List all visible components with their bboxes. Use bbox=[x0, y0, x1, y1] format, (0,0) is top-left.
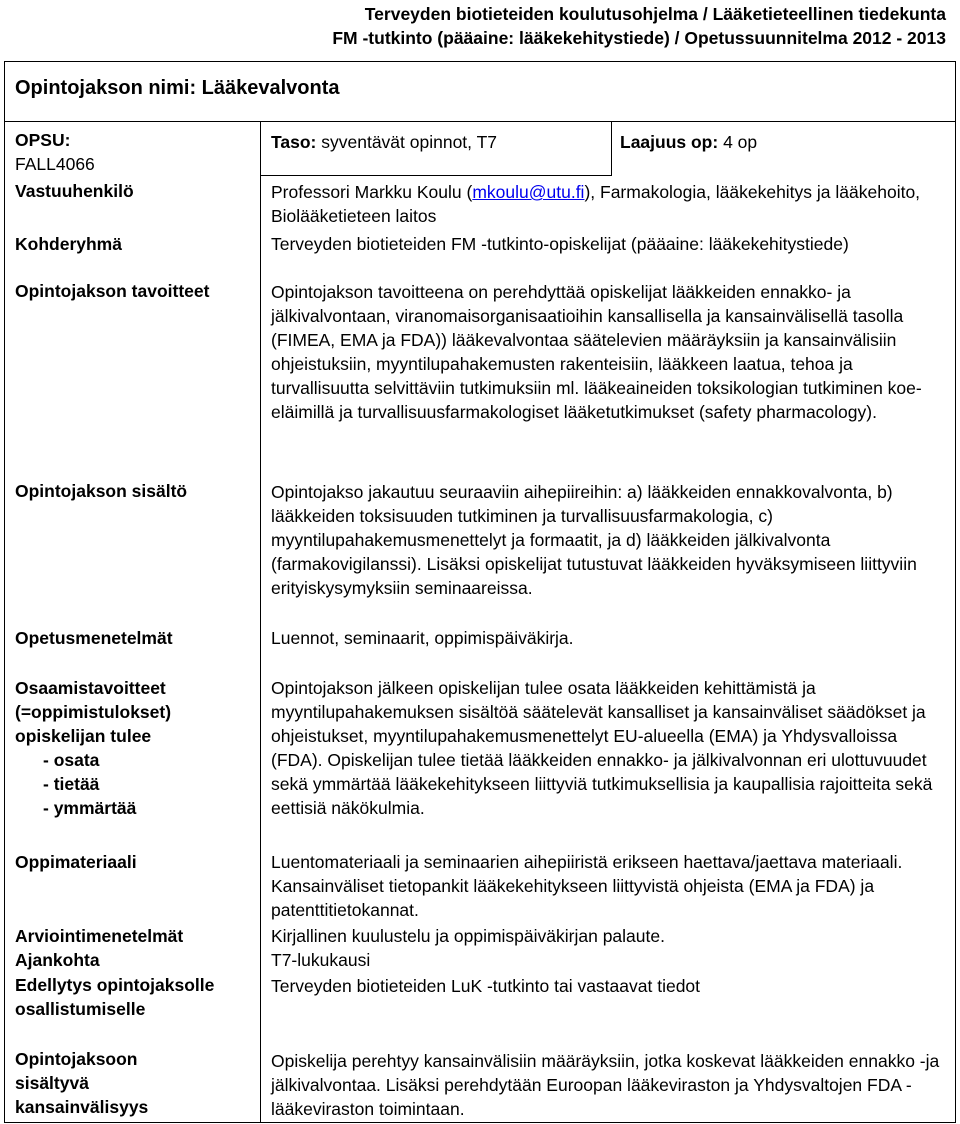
kv-label: Opintojaksoon sisältyvä kansainvälisyys bbox=[15, 1049, 149, 1117]
arviointi-label: Arviointimenetelmät bbox=[15, 926, 184, 946]
opsu-code: FALL4066 bbox=[15, 154, 95, 174]
sisalto-value: Opintojakso jakautuu seuraaviin aihepiireihin: a) lääkkeiden ennakkovalvonta, b) lääkkeiden toksisuuden tutkiminen ja turvallisuusfarmakologia, c) myyntilupahakemusmenettelyt ja formaatit, ja d) lääkkeiden jälkivalvonta (farmakovigilanssi). Lisäksi opiskelijat tutustuvat lääkkeiden hyväksymiseen liittyviin erityiskysymyksiin seminaareissa. bbox=[271, 482, 917, 598]
osaamis-item-tietaa: - tietää bbox=[43, 774, 100, 794]
ajankohta-label: Ajankohta bbox=[15, 950, 100, 970]
course-title: Opintojakson nimi: Lääkevalvonta bbox=[15, 77, 340, 99]
kohde-label: Kohderyhmä bbox=[15, 234, 122, 254]
opsu-label: OPSU: bbox=[15, 130, 71, 150]
course-table bbox=[4, 61, 956, 1123]
sisalto-label: Opintojakson sisältö bbox=[15, 481, 188, 501]
laajuus-divider bbox=[611, 122, 612, 176]
osaamis-item-ymmartaa: - ymmärtää bbox=[43, 798, 137, 818]
opsu-label-cell bbox=[15, 128, 95, 176]
laajuus-value: 4 op bbox=[718, 132, 758, 152]
osaamis-label-1: Osaamistavoitteet bbox=[15, 678, 166, 698]
tavoitteet-value: Opintojakson tavoitteena on perehdyttää opiskelijat lääkkeiden ennakko- ja jälkivalvontaan, viranomaisorganisaatioihin kansallisella ja kansainvälisellä tasolla (FIMEA, EMA ja FDA)) lääkevalvontaa säätelevien määräyksiin ja kansainvälisiin ohjeistuksiin, myyntilupahakemusten rakenteisiin, lääkkeen laatua, tehoa ja turvallisuutta selvittäviin tutkimuksiin ml. lääkeaineiden toksikologian tutkiminen koe-eläimillä ja turvallisuusfarmakologiset lääketutkimukset (safety pharmacology). bbox=[271, 282, 922, 422]
taso-label: Taso: bbox=[271, 132, 317, 152]
opetus-value: Luennot, seminaarit, oppimispäiväkirja. bbox=[271, 628, 574, 648]
osaamis-item-osata: - osata bbox=[43, 750, 100, 770]
materiaali-value: Luentomateriaali ja seminaarien aihepiiristä erikseen haettava/jaettava materiaali. Kansainväliset tietopankit lääkekehitykseen liittyvistä ohjeista (EMA ja FDA) ja patenttitietokannat. bbox=[271, 852, 903, 920]
taso-cell bbox=[271, 130, 497, 154]
laajuus-cell bbox=[620, 130, 757, 154]
tavoitteet-label: Opintojakson tavoitteet bbox=[15, 281, 210, 301]
vastuu-value bbox=[271, 180, 947, 228]
document-header bbox=[332, 2, 946, 50]
osaamis-label-cell bbox=[15, 676, 171, 820]
header-line-1: Terveyden biotieteiden koulutusohjelma / Lääketieteellinen tiedekunta bbox=[364, 4, 946, 24]
materiaali-label: Oppimateriaali bbox=[15, 852, 137, 872]
osaamis-label-2: (=oppimistulokset) bbox=[15, 702, 172, 722]
taso-value: syventävät opinnot, T7 bbox=[316, 132, 497, 152]
vastuu-post: ), Farmakologia, lääkekehitys ja lääkehoito, Biolääketieteen laitos bbox=[271, 182, 921, 226]
edellytys-value: Terveyden biotieteiden LuK -tutkinto tai vastaavat tiedot bbox=[271, 976, 701, 996]
email-link[interactable]: mkoulu@utu.fi bbox=[472, 182, 585, 202]
title-row bbox=[5, 62, 955, 122]
vastuu-label: Vastuuhenkilö bbox=[15, 181, 134, 201]
kohde-value: Terveyden biotieteiden FM -tutkinto-opiskelijat (pääaine: lääkekehitystiede) bbox=[271, 234, 849, 254]
taso-row-divider bbox=[261, 175, 611, 176]
column-divider bbox=[260, 122, 261, 1123]
edellytys-label: Edellytys opintojaksolle osallistumiselle bbox=[15, 975, 215, 1019]
laajuus-label: Laajuus op: bbox=[620, 132, 719, 152]
kv-value: Opiskelija perehtyy kansainvälisiin määräyksiin, jotka koskevat lääkkeiden ennakko -ja jälkivalvontaa. Lisäksi perehdytään Euroopan lääkeviraston ja Yhdysvaltojen FDA -lääkeviraston toimintaan. bbox=[271, 1051, 940, 1119]
osaamis-value: Opintojakson jälkeen opiskelijan tulee osata lääkkeiden kehittämistä ja myyntilupahakemuksen sisältöä säätelevät kansalliset ja kansainväliset säädökset ja ohjeistukset, myyntilupahakemusmenettelyt EU-alueella (EMA) ja Yhdysvalloissa (FDA). Opiskelijan tulee tietää lääkkeiden ennakko- ja jälkivalvonnan eri ulottuvuudet sekä ymmärtää lääkekehitykseen liittyviä tutkimuksellisia ja kaupallisia rajoitteita sekä eettisiä näkökulmia. bbox=[271, 678, 933, 818]
arviointi-value: Kirjallinen kuulustelu ja oppimispäiväkirjan palaute. bbox=[271, 926, 665, 946]
osaamis-label-3: opiskelijan tulee bbox=[15, 726, 152, 746]
opetus-label: Opetusmenetelmät bbox=[15, 628, 173, 648]
header-line-2: FM -tutkinto (pääaine: lääkekehitystiede) / Opetussuunnitelma 2012 - 2013 bbox=[332, 28, 946, 48]
vastuu-pre: Professori Markku Koulu ( bbox=[271, 182, 473, 202]
ajankohta-value: T7-lukukausi bbox=[271, 950, 371, 970]
